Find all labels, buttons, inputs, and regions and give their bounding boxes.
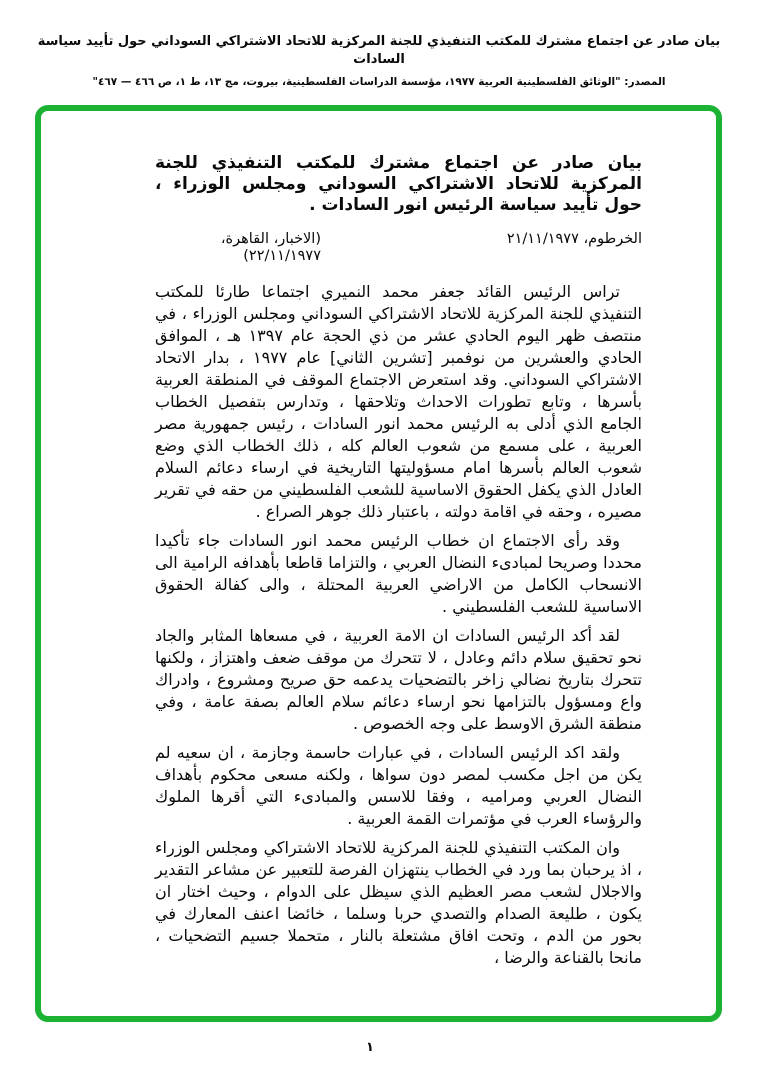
body-paragraph-4: ولقد اكد الرئيس السادات ، في عبارات حاسمة وجازمة ، ان سعيه لم يكن من اجل مكسب لمصر دون سواها ، ولكنه مسعى محكوم بأهداف النضال العربي ومراميه ، وفقا للاسس والمبادىء التي أقرها الملوك والرؤساء العرب في مؤتمرات القمة العربية . bbox=[155, 743, 642, 828]
statement-body bbox=[41, 111, 716, 969]
dateline-place-date: الخرطوم، ٢١/١١/١٩٧٧ bbox=[506, 231, 642, 247]
page-number: ١ bbox=[366, 1040, 374, 1055]
body-paragraph-2: وقد رأى الاجتماع ان خطاب الرئيس محمد انور السادات جاء تأكيدا محددا وصريحا لمبادىء النضال العربي ، والتزاما قاطعا بأهدافه الرامية الى الانسحاب الكامل من الاراضي العربية المحتلة ، والى كفالة الحقوق الاساسية للشعب الفلسطيني . bbox=[155, 531, 642, 616]
body-paragraph-1: تراس الرئيس القائد جعفر محمد النميري اجتماعا طارئا للمكتب التنفيذي للجنة المركزية للاتحاد الاشتراكي السوداني ومجلس الوزراء ، في منتصف ظهر اليوم الحادي عشر من ذي الحجة عام ١٣٩٧ هـ ، الموافق الحادي والعشرين من نوفمبر [تشرين الثاني] عام ١٩٧٧ ، بدار الاتحاد الاشتراكي السوداني. وقد استعرض الاجتماع الموقف في المنطقة العربية بأسرها ، وتابع تطورات الاحداث وتلاحقها ، وتدارس بتفصيل الخطاب الجامع الذي أدلى به الرئيس محمد انور السادات ، رئيس جمهورية مصر العربية ، على مسمع من شعوب العالم كله ، ذلك الخطاب الذي وضع شعوب العالم بأسرها امام مسؤوليتها التاريخية في ارساء دعائم السلام العادل الذي يكفل الحقوق الاساسية للشعب الفلسطيني من حقه في تقرير مصيره ، وحقه في اقامة دولته ، باعتبار ذلك جوهر الصراع . bbox=[155, 282, 643, 521]
body-paragraph-3: لقد أكد الرئيس السادات ان الامة العربية ، في مسعاها المثابر والجاد نحو تحقيق سلام دائم وعادل ، لا تتحرك من موقف ضعف واهتزاز ، ولكنها تتحرك بتاريخ نضالي زاخر بالتضحيات يدعمه حق صريح ومشروع ، وادراك واع ومسؤول بالتزامها نحو ارساء دعائم سلام العالم بصفة عامة ، وفي منطقة الشرق الاوسط على وجه الخصوص . bbox=[155, 626, 642, 733]
dateline-row bbox=[155, 231, 642, 265]
page-header bbox=[0, 0, 758, 89]
header-title: بيان صادر عن اجتماع مشترك للمكتب التنفيذي للجنة المركزية للاتحاد الاشتراكي السوداني حول تأييد سياسة السادات bbox=[37, 34, 721, 67]
dateline-press-citation: (الاخبار، القاهرة، ٢٢/١١/١٩٧٧) bbox=[220, 231, 321, 264]
statement-title: بيان صادر عن اجتماع مشترك للمكتب التنفيذي للجنة المركزية للاتحاد الاشتراكي السوداني ومجلس الوزراء ، حول تأييد سياسة الرئيس انور السادات . bbox=[155, 153, 642, 215]
source-citation-line: المصدر: "الوثائق الفلسطينية العربية ١٩٧٧، مؤسسة الدراسات الفلسطينية، بيروت، مج ١٣، ط ١، ص ٤٦٦ — ٤٦٧" bbox=[92, 76, 666, 88]
green-border-frame bbox=[35, 105, 722, 1022]
body-paragraph-5: وان المكتب التنفيذي للجنة المركزية للاتحاد الاشتراكي ومجلس الوزراء ، اذ يرحبان بما ورد في الخطاب ينتهزان الفرصة للتعبير عن مشاعر التقدير والاجلال لشعب مصر العظيم الذي سيظل على الدوام ، وحيث اختار ان يكون ، طليعة الصدام والتصدي حربا وسلما ، خائضا اعنف المعارك في بحور من الدم ، وتحت افاق مشتعلة بالنار ، متحملا جسيم التضحيات ، مانحا بالقناعة والرضا ، bbox=[155, 838, 642, 967]
